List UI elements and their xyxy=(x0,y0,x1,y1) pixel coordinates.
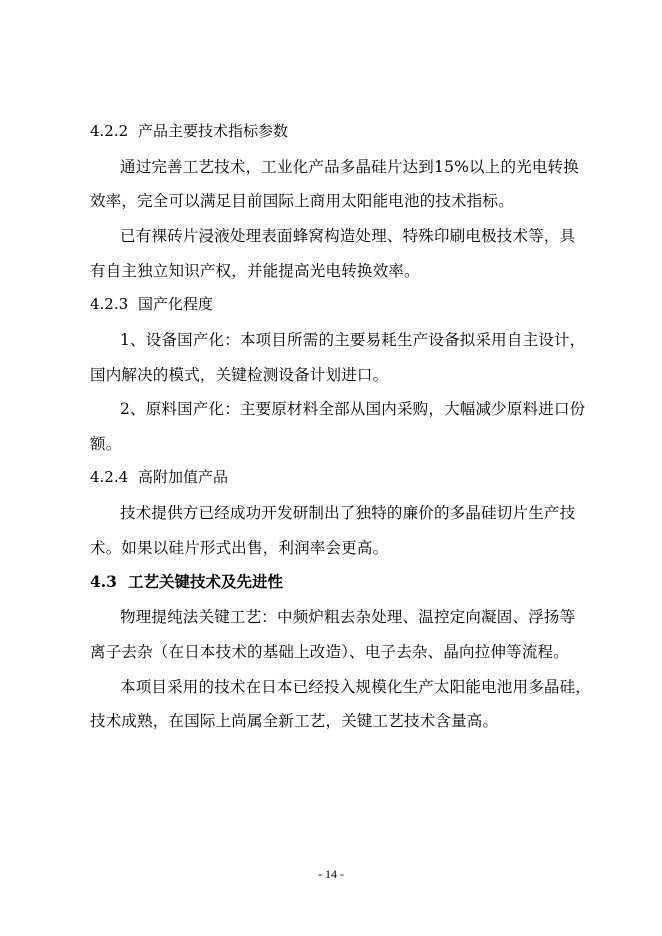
section-heading-4-2-4 xyxy=(90,467,228,487)
paragraph-line: 物理提纯法关键工艺：中频炉粗去杂处理、温控定向凝固、浮扬等 xyxy=(120,608,576,626)
section-title: 高附加值产品 xyxy=(138,468,229,486)
section-heading-4-3 xyxy=(90,572,283,592)
paragraph-line: 已有裸砖片浸液处理表面蜂窝构造处理、特殊印刷电极技术等，具 xyxy=(120,227,576,245)
section-title: 工艺关键技术及先进性 xyxy=(128,572,284,591)
paragraph-line: 效率，完全可以满足目前国际上商用太阳能电池的技术指标。 xyxy=(90,192,514,210)
paragraph-line: 离子去杂（在日本技术的基础上改造）、电子去杂、晶向拉伸等流程。 xyxy=(90,643,569,661)
paragraph-line: 术。如果以硅片形式出售，利润率会更高。 xyxy=(90,539,389,557)
section-title: 产品主要技术指标参数 xyxy=(138,122,289,140)
paragraph-line: 通过完善工艺技术，工业化产品多晶硅片达到15%以上的光电转换 xyxy=(120,158,579,176)
section-number: 4.2.2 xyxy=(90,122,129,140)
paragraph-line: 技术提供方已经成功开发研制出了独特的廉价的多晶硅切片生产技 xyxy=(120,504,576,522)
paragraph-line: 1、设备国产化：本项目所需的主要易耗生产设备拟采用自主设计， xyxy=(120,331,586,349)
section-number: 4.2.4 xyxy=(90,468,129,486)
paragraph-line: 国内解决的模式，关键检测设备计划进口。 xyxy=(90,366,389,384)
section-title: 国产化程度 xyxy=(138,295,214,313)
section-heading-4-2-3 xyxy=(90,294,213,314)
page-number: - 14 - xyxy=(318,867,344,881)
paragraph-line: 技术成熟，在国际上尚属全新工艺，关键工艺技术含量高。 xyxy=(90,712,499,730)
section-number: 4.3 xyxy=(90,572,117,591)
section-number: 4.2.3 xyxy=(90,295,129,313)
section-heading-4-2-2 xyxy=(90,121,288,141)
paragraph-line: 2、原料国产化：主要原材料全部从国内采购，大幅减少原料进口份 xyxy=(120,400,586,418)
paragraph-line: 本项目采用的技术在日本已经投入规模化生产太阳能电池用多晶硅， xyxy=(120,678,592,696)
paragraph-line: 额。 xyxy=(90,435,122,453)
paragraph-line: 有自主独立知识产权，并能提高光电转换效率。 xyxy=(90,262,420,280)
